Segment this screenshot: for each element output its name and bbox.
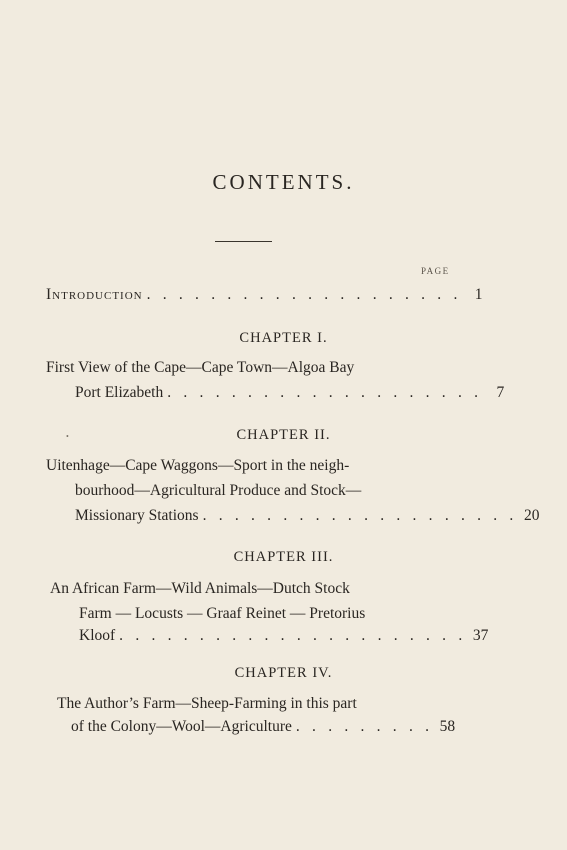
intro-page-number: 1 (474, 286, 484, 303)
page-column-label: PAGE (421, 266, 450, 276)
chapter-1-line-1: First View of the Cape—Cape Town—Algoa Bay (46, 359, 355, 376)
chapter-2-entry-last (75, 507, 540, 525)
chapter-3-entry-last (79, 627, 489, 645)
chapter-4-title: CHAPTER IV. (234, 665, 333, 681)
chapter-2-title: CHAPTER II. (236, 427, 331, 443)
chapter-4-line-2: of the Colony—Wool—Agriculture (71, 718, 292, 735)
chapter-1-line-2: Port Elizabeth (75, 384, 164, 401)
leader-dots: . . . . . . . . . . . . . . . . . . . . (146, 286, 462, 303)
heading-rule (215, 241, 272, 242)
chapter-2-line-1: Uitenhage—Cape Waggons—Sport in the neigh- (46, 457, 350, 474)
chapter-4-entry-last (71, 718, 456, 736)
chapter-3-line-1: An African Farm—Wild Animals—Dutch Stock (50, 580, 350, 597)
chapter-2-line-3: Missionary Stations (75, 507, 199, 524)
chapter-1-entry-last (75, 384, 505, 402)
leader-dots: . . . . . . . . . (295, 718, 434, 735)
chapter-4-page-number: 58 (439, 718, 456, 735)
chapter-3-line-3: Kloof (79, 627, 116, 644)
intro-label: Introduction (46, 286, 143, 303)
chapter-4-line-1: The Author’s Farm—Sheep-Farming in this part (57, 695, 357, 712)
chapter-3-line-2: Farm — Locusts — Graaf Reinet — Pretorius (79, 605, 366, 622)
chapter-1-page-number: 7 (496, 384, 505, 401)
chapter-1-title: CHAPTER I. (239, 330, 328, 346)
chapter-3-title: CHAPTER III. (233, 549, 334, 565)
leader-dots: . . . . . . . . . . . . . . . . . . . . (167, 384, 483, 401)
intro-entry (46, 286, 484, 304)
stray-mark: • (66, 432, 69, 441)
leader-dots: . . . . . . . . . . . . . . . . . . . . . . (119, 627, 467, 644)
contents-heading: CONTENTS. (212, 170, 355, 194)
chapter-2-line-2: bourhood—Agricultural Produce and Stock— (75, 482, 362, 499)
chapter-3-page-number: 37 (472, 627, 489, 644)
chapter-2-page-number: 20 (524, 507, 540, 524)
leader-dots: . . . . . . . . . . . . . . . . . . . . (202, 507, 518, 524)
